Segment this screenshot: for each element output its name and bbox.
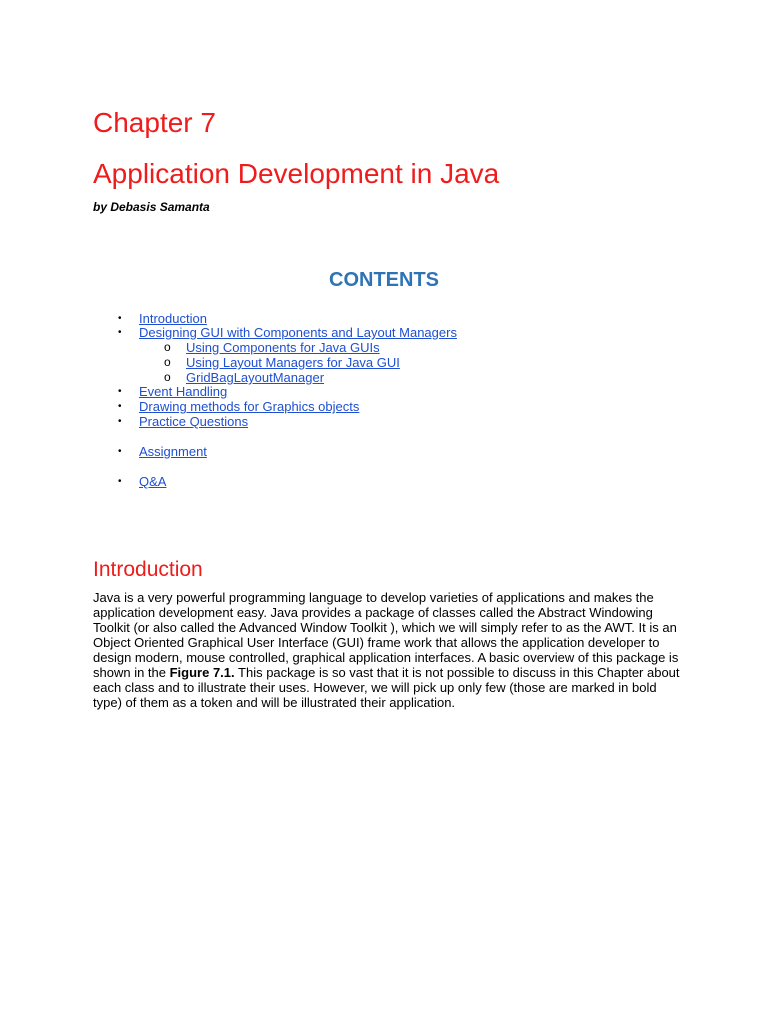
section-heading-introduction: Introduction	[93, 558, 203, 581]
bullet-marker: •	[118, 401, 122, 412]
toc-link-drawing-methods[interactable]: Drawing methods for Graphics objects	[139, 399, 360, 414]
contents-heading: CONTENTS	[329, 269, 439, 291]
chapter-number: Chapter 7	[93, 107, 216, 138]
toc-link-designing-gui[interactable]: Designing GUI with Components and Layout Managers	[139, 325, 457, 340]
bullet-marker: •	[118, 476, 122, 487]
toc-link-gridbaglayoutmanager[interactable]: GridBagLayoutManager	[186, 370, 325, 385]
bullet-marker: •	[118, 386, 122, 397]
chapter-title: Application Development in Java	[93, 158, 500, 189]
sub-bullet-marker: o	[164, 355, 171, 369]
toc-link-introduction[interactable]: Introduction	[139, 311, 207, 326]
bullet-marker: •	[118, 416, 122, 427]
author-byline: by Debasis Samanta	[93, 200, 210, 214]
figure-reference: Figure 7.1.	[169, 665, 235, 680]
bullet-marker: •	[118, 313, 122, 324]
introduction-paragraph	[93, 590, 683, 710]
toc-link-qa[interactable]: Q&A	[139, 474, 167, 489]
toc-link-event-handling[interactable]: Event Handling	[139, 384, 228, 399]
paragraph-text-start: Java is a very powerful programming language to develop varieties of applications and makes the application development easy. Java provides a package of classes called the Abstract Windowing Toolkit (or also called the Advanced Window Toolkit ), which we will simply refer to as the AWT. It is an Object Oriented Graphical User Interface (GUI) frame work that allows the application developer to design modern, mouse controlled, graphical application interfaces. A basic overview of this package is shown in the	[93, 590, 679, 680]
toc-link-using-components[interactable]: Using Components for Java GUIs	[186, 340, 380, 355]
toc-link-practice-questions[interactable]: Practice Questions	[139, 414, 249, 429]
toc-link-using-layout-managers[interactable]: Using Layout Managers for Java GUI	[186, 355, 400, 370]
toc-link-assignment[interactable]: Assignment	[139, 444, 207, 459]
bullet-marker: •	[118, 446, 122, 457]
sub-bullet-marker: o	[164, 370, 171, 384]
sub-bullet-marker: o	[164, 340, 171, 354]
paragraph-text-end: This package is so vast that it is not possible to discuss in this Chapter about each class and to illustrate their uses. However, we will pick up only few (those are marked in bold type) of them as a token and will be illustrated their application.	[93, 665, 680, 710]
bullet-marker: •	[118, 327, 122, 338]
